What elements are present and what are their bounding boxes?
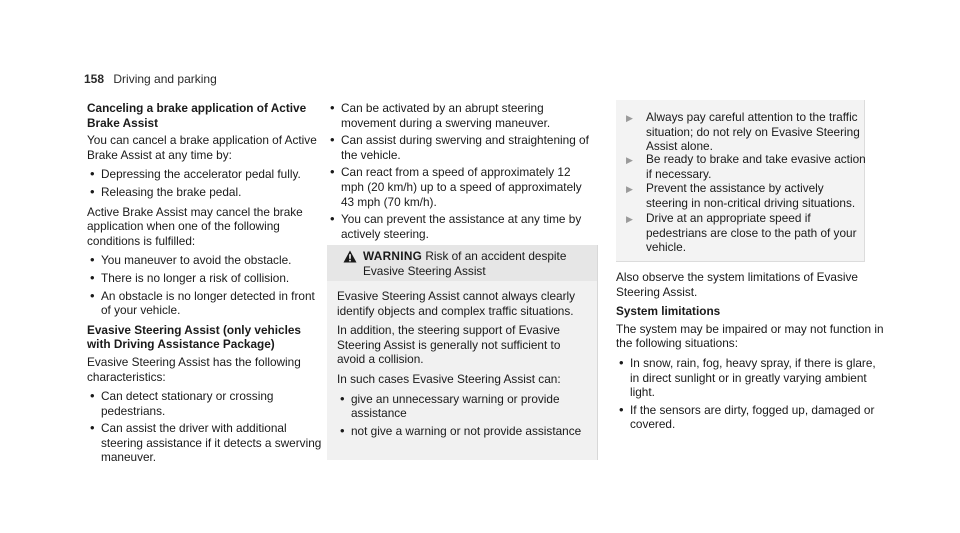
paragraph: The system may be impaired or may not function in the following situations: — [616, 321, 884, 351]
list-item: • not give a warning or not provide assistance — [337, 424, 583, 439]
warning-label: WARNING — [363, 249, 423, 263]
warning-title-text: Risk of an accident despite Evasive Steering Assist — [363, 249, 567, 278]
paragraph: You can cancel a brake application of Active Brake Assist at any time by: — [87, 133, 317, 162]
bullet-list — [87, 253, 325, 317]
caution-item: ▶ Always pay careful attention to the traffic situation; do not rely on Evasive Steering Assist alone. — [626, 110, 866, 154]
list-item: • If the sensors are dirty, fogged up, damaged or covered. — [616, 403, 886, 432]
paragraph: In addition, the steering support of Evasive Steering Assist is generally not sufficient to avoid a collision. — [337, 323, 561, 367]
heading-evasive-steering: Evasive Steering Assist (only vehicles with Driving Assistance Package) — [87, 322, 301, 352]
paragraph: Also observe the system limitations of Evasive Steering Assist. — [616, 270, 858, 299]
left-column — [87, 101, 325, 470]
list-item: • There is no longer a risk of collision. — [87, 271, 325, 286]
list-item: • Depressing the accelerator pedal fully. — [87, 167, 325, 182]
list-item: • Can assist during swerving and straightening of the vehicle. — [327, 133, 594, 162]
warning-body — [337, 289, 583, 443]
warning-title-bar — [327, 245, 597, 281]
bullet-list — [616, 356, 886, 432]
list-item: • In snow, rain, fog, heavy spray, if there is glare, in direct sunlight or in greatly varying ambient light. — [616, 356, 886, 400]
paragraph: In such cases Evasive Steering Assist can: — [337, 371, 561, 386]
paragraph: Evasive Steering Assist cannot always clearly identify objects and complex traffic situations. — [337, 289, 576, 318]
page-header — [84, 72, 217, 86]
caution-item: ▶ Prevent the assistance by actively steering in non-critical driving situations. — [626, 181, 866, 210]
list-item: • give an unnecessary warning or provide assistance — [337, 392, 583, 421]
bullet-list — [327, 101, 594, 241]
heading-system-limitations: System limitations — [616, 304, 721, 319]
warning-title — [363, 249, 583, 278]
heading-cancel-brake: Canceling a brake application of Active Brake Assist — [87, 101, 307, 130]
caution-item: ▶ Drive at an appropriate speed if pedestrians are close to the path of your vehicle. — [626, 211, 866, 255]
bullet-list — [87, 167, 325, 199]
middle-column — [327, 101, 594, 246]
right-column — [616, 270, 886, 437]
list-item: • Can react from a speed of approximately 12 mph (20 km/h) up to a speed of approximately 43 mph (70 km/h). — [327, 165, 594, 209]
warning-box — [327, 245, 598, 460]
bullet-list — [87, 389, 325, 465]
caution-box — [616, 100, 865, 262]
list-item: • Can assist the driver with additional steering assistance if it detects a swerving maneuver. — [87, 421, 325, 465]
bullet-list — [337, 392, 583, 439]
list-item: • An obstacle is no longer detected in front of your vehicle. — [87, 289, 325, 318]
warning-triangle-icon — [343, 250, 357, 268]
list-item: • Can be activated by an abrupt steering movement during a swerving maneuver. — [327, 101, 594, 130]
list-item: • Can detect stationary or crossing pedestrians. — [87, 389, 325, 418]
page-number: 158 — [84, 72, 105, 86]
list-item: • Releasing the brake pedal. — [87, 185, 325, 200]
section-title: Driving and parking — [113, 72, 217, 86]
paragraph: Evasive Steering Assist has the following characteristics: — [87, 354, 301, 384]
paragraph: Active Brake Assist may cancel the brake application when one of the following conditions is fulfilled: — [87, 204, 303, 248]
list-item: • You maneuver to avoid the obstacle. — [87, 253, 325, 268]
caution-item: ▶ Be ready to brake and take evasive action if necessary. — [626, 152, 866, 181]
list-item: • You can prevent the assistance at any time by actively steering. — [327, 212, 594, 241]
